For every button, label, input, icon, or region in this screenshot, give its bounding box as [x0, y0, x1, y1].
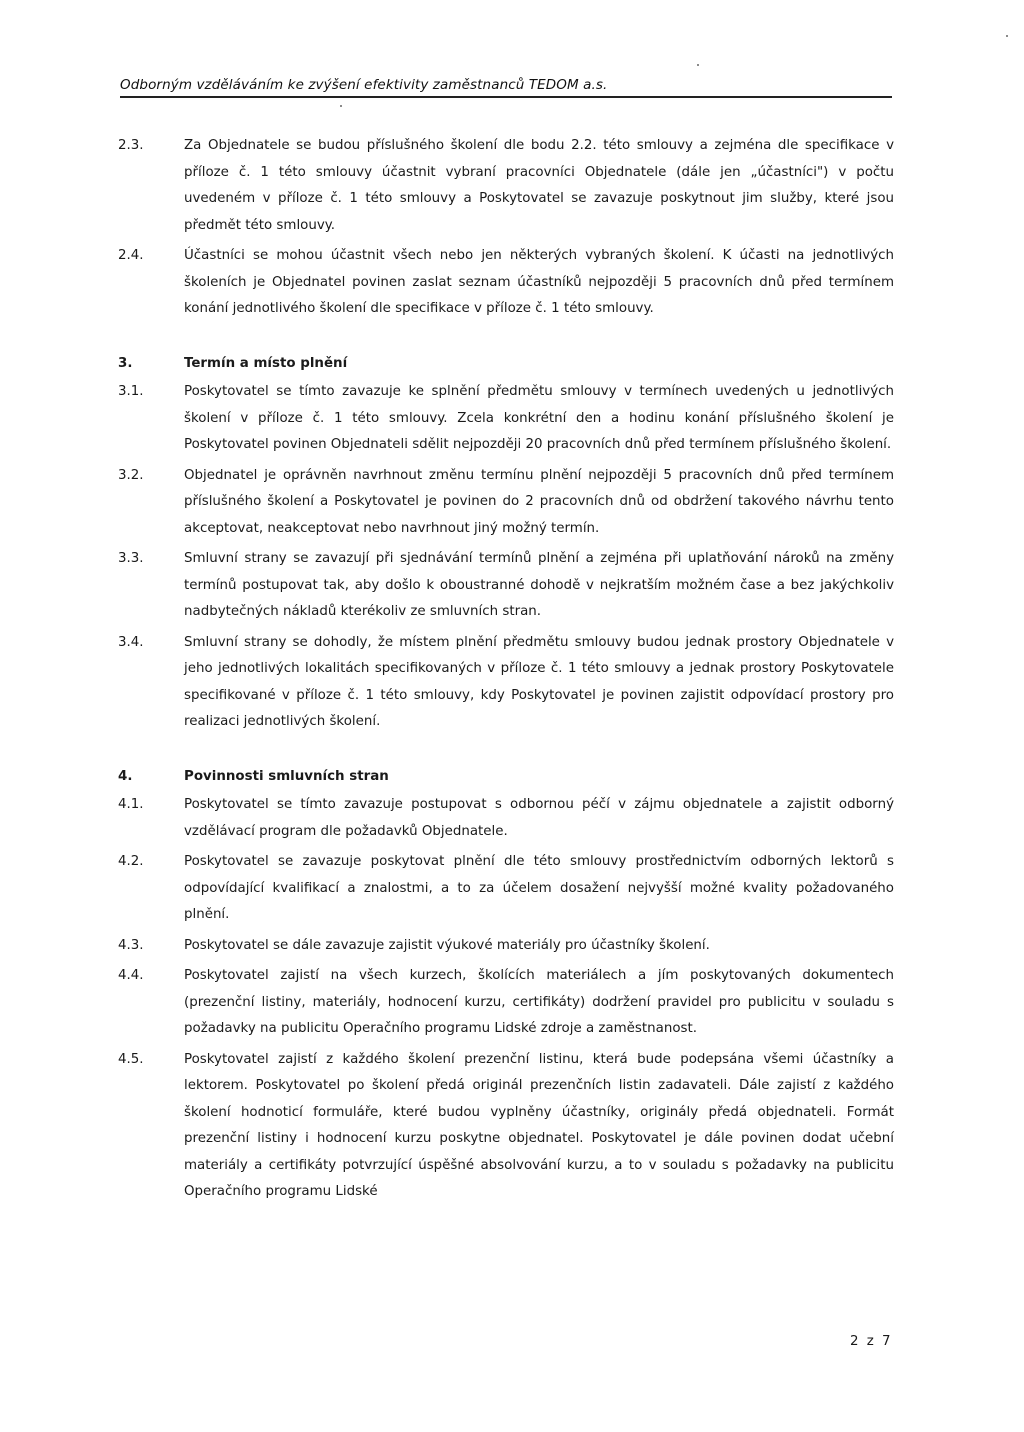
clause-4-4	[118, 963, 894, 1043]
document-body	[118, 133, 894, 1206]
clause-number: 4.4.	[118, 968, 144, 983]
section-4-heading	[118, 764, 894, 791]
clause-3-3	[118, 546, 894, 626]
section-title: Termín a místo plnění	[184, 355, 348, 371]
clause-3-4	[118, 630, 894, 736]
section-3-heading	[118, 351, 894, 378]
clause-4-2	[118, 849, 894, 929]
clause-number: 3.3.	[118, 551, 144, 566]
scan-speck	[340, 105, 342, 107]
clause-text: Poskytovatel se dále zavazuje zajistit výukové materiály pro účastníky školení.	[184, 937, 710, 953]
clause-number: 4.5.	[118, 1051, 144, 1067]
clause-text: Účastníci se mohou účastnit všech nebo jen některých vybraných školení. K účasti na jednotlivých školeních je Objednatel povinen zaslat seznam účastníků nejpozději 5 pracovních dnů před termínem konání jednotlivého školení dle specifikace v příloze č. 1 této smlouvy.	[184, 248, 894, 316]
clause-text: Objednatel je oprávněn navrhnout změnu termínu plnění nejpozději 5 pracovních dnů před termínem příslušného školení a Poskytovatel je povinen do 2 pracovních dnů od obdržení takového návrhu tento akceptovat, neakceptovat nebo navrhnout jiný možný termín.	[184, 467, 894, 536]
clause-text: Za Objednatele se budou příslušného školení dle bodu 2.2. této smlouvy a zejména dle specifikace v příloze č. 1 této smlouvy účastnit vybraní pracovníci Objednatele (dále jen „účastníci") v počtu uvedeném v příloze č. 1 této smlouvy a Poskytovatel se zavazuje poskytnout jim služby, které jsou předmět této smlouvy.	[184, 138, 894, 233]
clause-number: 2.4.	[118, 248, 144, 263]
clause-number: 4.2.	[118, 854, 144, 869]
page-header-title: Odborným vzděláváním ke zvýšení efektivity zaměstnanců TEDOM a.s.	[120, 77, 608, 93]
clause-text: Poskytovatel se tímto zavazuje ke splnění předmětu smlouvy v termínech uvedených u jednotlivých školení v příloze č. 1 této smlouvy. Zcela konkrétní den a hodinu konání příslušného školení je Poskytovatel povinen Objednateli sdělit nejpozději 20 pracovních dnů před termínem příslušného školení.	[184, 384, 894, 452]
header-divider	[120, 96, 892, 98]
clause-4-1	[118, 792, 894, 845]
clause-number: 4.3.	[118, 937, 144, 953]
clause-number: 3.4.	[118, 634, 144, 650]
clause-4-5	[118, 1047, 894, 1206]
clause-text: Smluvní strany se dohodly, že místem plnění předmětu smlouvy budou jednak prostory Objednatele v jeho jednotlivých lokalitách specifikovaných v příloze č. 1 této smlouvy a jednak prostory Poskytovatele specifikované v příloze č. 1 této smlouvy, kdy Poskytovatel je povinen zajistit odpovídací prostory pro realizaci jednotlivých školení.	[184, 634, 894, 729]
section-number: 3.	[118, 355, 133, 371]
clause-text: Poskytovatel zajistí z každého školení prezenční listinu, která bude podepsána všemi účastníky a lektorem. Poskytovatel po školení předá originál prezenčních listin zadavateli. Dále zajistí z každého školení hodnoticí formuláře, které budou vyplněny účastníky, originály předá objednateli. Formát prezenční listiny i hodnocení kurzu poskytne objednatel. Poskytovatel je dále povinen dodat učební materiály a certifikáty potvrzující úspěšné absolvování kurzu, a to v souladu s požadavky na publicitu Operačního programu Lidské	[184, 1051, 894, 1199]
clause-number: 4.1.	[118, 797, 144, 812]
clause-number: 3.2.	[118, 467, 144, 483]
scan-speck	[1006, 35, 1008, 37]
clause-text: Smluvní strany se zavazují při sjednávání termínů plnění a zejména při uplatňování nároků na změny termínů postupovat tak, aby došlo k oboustranné dohodě v nejkratším možném čase a bez jakýchkoliv nadbytečných nákladů kterékoliv ze smluvních stran.	[184, 551, 894, 619]
clause-4-3	[118, 933, 894, 960]
clause-text: Poskytovatel se tímto zavazuje postupovat s odbornou péčí v zájmu objednatele a zajistit odborný vzdělávací program dle požadavků Objednatele.	[184, 797, 894, 839]
clause-number: 3.1.	[118, 384, 144, 399]
section-number: 4.	[118, 768, 133, 784]
section-title: Povinnosti smluvních stran	[184, 768, 389, 784]
clause-text: Poskytovatel se zavazuje poskytovat plnění dle této smlouvy prostřednictvím odborných lektorů s odpovídající kvalifikací a znalostmi, a to za účelem dosažení nejvyšší možné kvality požadovaného plnění.	[184, 854, 894, 922]
clause-text: Poskytovatel zajistí na všech kurzech, školících materiálech a jím poskytovaných dokumentech (prezenční listiny, materiály, hodnocení kurzu, certifikáty) dodržení pravidel pro publicitu v souladu s požadavky na publicitu Operačního programu Lidské zdroje a zaměstnanost.	[184, 968, 894, 1036]
clause-3-2	[118, 463, 894, 543]
clause-3-1	[118, 379, 894, 459]
clause-2-3	[118, 133, 894, 239]
clause-2-4	[118, 243, 894, 323]
scan-speck	[697, 64, 699, 66]
page-number: 2 z 7	[850, 1334, 893, 1349]
clause-number: 2.3.	[118, 138, 144, 153]
